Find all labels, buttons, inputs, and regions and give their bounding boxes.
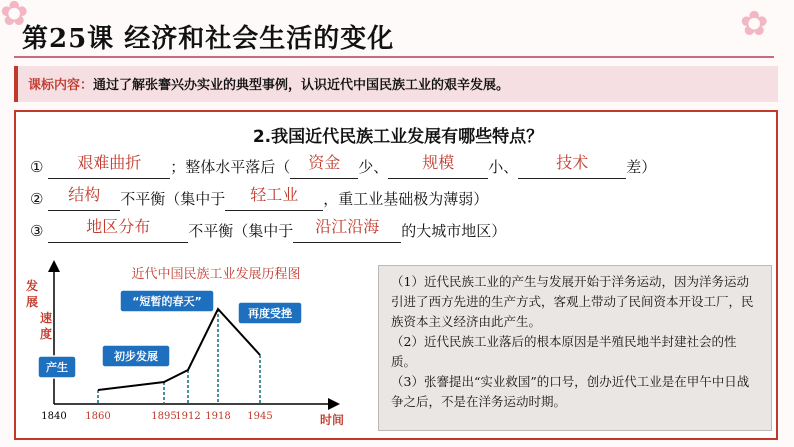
callout-label: “短暂的春天”: [132, 295, 202, 308]
y-axis-label-char: 展: [26, 295, 39, 309]
x-tick-label: 1895: [151, 411, 177, 422]
y-axis-label-char: 速: [40, 311, 53, 325]
answer-blank: [388, 153, 488, 179]
row-text: 差）: [626, 158, 657, 176]
row-number: ①: [30, 158, 44, 176]
answer-text: 艰难曲折: [77, 153, 142, 172]
row-text: 不平衡（集中于: [120, 190, 226, 208]
answer-text: 资金: [308, 153, 341, 172]
callout-label: 初步发展: [114, 350, 158, 363]
y-axis-label-char: 度: [40, 327, 53, 341]
curriculum-standard-text: [28, 74, 509, 93]
x-axis-label: 时间: [320, 413, 345, 427]
row-text: 不平衡（集中于: [188, 222, 294, 240]
answer-text: 规模: [422, 153, 455, 172]
row-text: ，重工业基础极为薄弱）: [323, 190, 489, 208]
row-text: 的大城市地区）: [401, 222, 507, 240]
title-divider: [14, 56, 774, 58]
chart-marks: [38, 290, 302, 422]
industry-development-chart: [16, 112, 376, 438]
main-panel: [14, 110, 778, 440]
answer-text: 结构: [68, 185, 101, 204]
x-tick-label: 1840: [41, 411, 67, 422]
row-text: 少、: [358, 158, 389, 176]
notes-box: [378, 265, 772, 431]
x-tick-label: 1918: [205, 411, 231, 422]
answer-text: 地区分布: [86, 217, 151, 236]
row-text: 小、: [488, 158, 519, 176]
row-text: ；整体水平落后（: [170, 158, 291, 176]
row-number: ③: [30, 222, 44, 240]
curriculum-standard-box: [14, 66, 778, 102]
y-axis-label-char: 发: [26, 279, 39, 293]
note-paragraph: （1）近代民族工业的产生与发展开始于洋务运动，因为洋务运动引进了西方先进的生产方式，客观上带动了民间资本开设工厂，民族资本主义经济由此产生。: [391, 274, 754, 329]
x-tick-label: 1912: [175, 411, 201, 422]
x-tick-label: 1945: [247, 411, 273, 422]
curriculum-standard-content: 通过了解张謇兴办实业的典型事例，认识近代中国民族工业的艰辛发展。: [93, 78, 510, 93]
question-heading: 2.我国近代民族工业发展有哪些特点？: [252, 127, 544, 147]
flower-decoration-icon: ✿: [740, 4, 769, 44]
answer-blank: [518, 153, 626, 179]
page-title: 第25课 经济和社会生活的变化: [22, 24, 395, 54]
callout-label: 产生: [46, 361, 68, 374]
chart-title: 近代中国民族工业发展历程图: [131, 267, 301, 282]
answer-text: 沿江沿海: [315, 217, 380, 236]
curriculum-standard-label: 课标内容：: [28, 78, 94, 93]
x-tick-label: 1860: [85, 411, 111, 422]
flower-decoration-icon: ✿: [0, 0, 29, 34]
answer-text: 轻工业: [250, 185, 299, 204]
row-number: ②: [30, 190, 44, 208]
answer-text: 技术: [556, 153, 589, 172]
note-paragraph: （3）张謇提出“实业救国”的口号，创办近代工业是在甲午中日战争之后，不是在洋务运动时期。: [391, 374, 750, 409]
note-paragraph: （2）近代民族工业落后的根本原因是半殖民地半封建社会的性质。: [391, 334, 737, 369]
callout-label: 再度受挫: [248, 307, 292, 320]
y-axis-label: [25, 278, 52, 341]
